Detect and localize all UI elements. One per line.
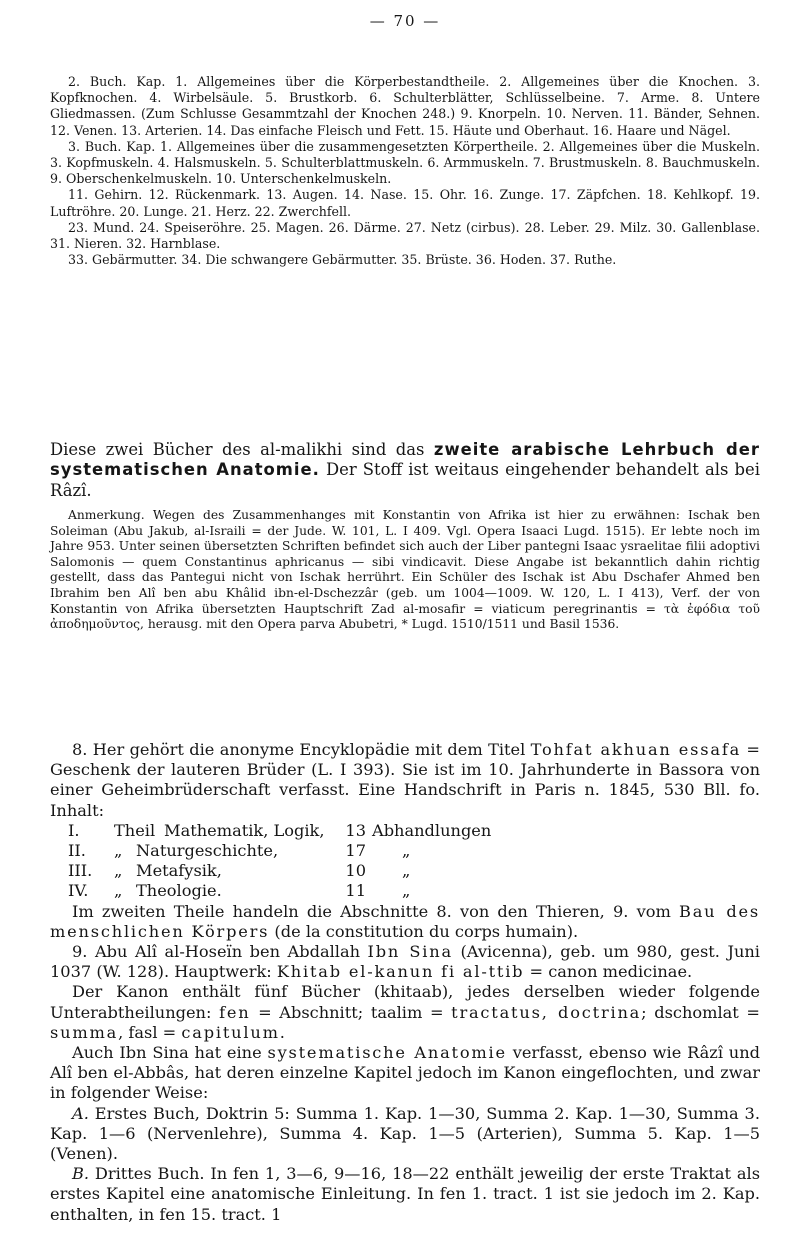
page-number: — 70 — [369, 12, 441, 30]
emphasis-spaced: systematische Anatomie [267, 1042, 507, 1062]
toc-subject: Theologie. [136, 881, 222, 901]
text-span: Auch Ibn Sina hat eine [72, 1042, 268, 1062]
text-span: 8. Her gehört die anonyme Encyklopädie mit dem Titel [72, 740, 531, 759]
toc-subject: Metafysik, [136, 861, 222, 881]
term-spaced: capitulum. [181, 1022, 287, 1042]
toc-part: „ [114, 881, 123, 901]
contents-table [68, 821, 760, 902]
text-span: = Abschnitt; taalim = [250, 1002, 452, 1022]
main-text [50, 740, 760, 1225]
paragraph-zweiten [50, 902, 760, 942]
text-span: verfasst, ebenso wie Râzî und Alî ben el-Abbâs, hat deren einzelne Kapitel jedoch im Kanon eingeflochten, und zwar in folgender Weise: [50, 1042, 761, 1103]
term-spaced: tractatus, doctrina [451, 1002, 642, 1022]
toc-part: „ [114, 841, 123, 860]
list-paragraph: 23. Mund. 24. Speiseröhre. 25. Magen. 26. Därme. 27. Netz (cirbus). 28. Leber. 29. Milz. 30. Gallenblase. 31. Nieren. 32. Harnblase. [50, 219, 760, 252]
paragraph-kanon [50, 982, 760, 1043]
list-paragraph: 11. Gehirn. 12. Rückenmark. 13. Augen. 14. Nase. 15. Ohr. 16. Zunge. 17. Zäpfchen. 18. Kehlkopf. 19. Luftröhre. 20. Lunge. 21. Herz. 22. Zwerchfell. [50, 187, 760, 219]
toc-num: III. [68, 861, 93, 881]
paragraph-auch [50, 1043, 760, 1104]
footnote-text: Anmerkung. Wegen des Zusammenhanges mit Konstantin von Afrika ist hier zu erwähnen: Ischak ben Soleiman (Abu Jakub, al-Israili = der Jude. W. 101, L. I 409. Vgl. Opera Isaaci Lugd. 1515). Er lebte noch im Jahre 953. Unter seinen übersetzten Schriften befindet sich auch der Liber pantegni Isaac ysraelitae filii adoptivi Salomonis — quem Constantinus aphricanus — sibi vindicavit. Diese Angabe ist bekanntlich dahin richtig gestellt, dass das Pantegui nicht von Ischak herrührt. Ein Schüler des Ischak ist Abu Dschafer Ahmed ben Ibrahim ben Alî ben abu Khâlid ibn-el-Dschezzâr (geb. um 1004—1009. W. 120, L. I 413), Verf. der von Konstantin von Afrika übersetzten Hauptschrift Zad al-mosafir = viaticum peregrinantis = τὰ ἐφόδια τοῦ ἀποδημοῦντος, herausg. mit den Opera parva Abubetri, * Lugd. 1510/1511 und Basil 1536. [50, 508, 760, 632]
toc-subject: Naturgeschichte, [136, 841, 279, 860]
toc-row [68, 841, 760, 861]
emphasis-spaced: Bau des menschlichen Körpers [50, 901, 760, 941]
summary-emphasis: zweite arabische Lehrbuch der systematischen Anatomie. [50, 440, 760, 480]
toc-subject: Mathematik, Logik, [164, 820, 325, 840]
text-span: Der Kanon enthält fünf Bücher (khitaab), jedes derselben wieder folgende Unterabtheilungen: [50, 982, 760, 1022]
toc-part: „ [114, 861, 123, 881]
toc-num: IV. [68, 881, 89, 901]
paragraph-a [50, 1104, 760, 1165]
text-span: (de la constitution du corps humain). [269, 921, 579, 941]
toc-num: I. [68, 820, 80, 840]
chapter-list [50, 74, 760, 268]
item-label: A. [72, 1103, 89, 1123]
text-span: 9. Abu Alî al-Hoseïn ben Abdallah [72, 941, 368, 961]
list-paragraph: 3. Buch. Kap. 1. Allgemeines über die zusammengesetzten Körpertheile. 2. Allgemeines über die Muskeln. 3. Kopfmuskeln. 4. Halsmuskeln. 5. Schulterblattmuskeln. 6. Armmuskeln. 7. Brustmuskeln. 8. Bauchmuskeln. 9. Oberschenkelmuskeln. 10. Unterschenkelmuskeln. [50, 138, 760, 187]
toc-count: 10 [345, 861, 366, 881]
toc-count: 17 [345, 841, 366, 860]
paragraph-9 [50, 942, 760, 982]
toc-num: II. [68, 841, 86, 860]
item-label: B. [72, 1164, 90, 1184]
list-paragraph: 2. Buch. Kap. 1. Allgemeines über die Körperbestandtheile. 2. Allgemeines über die Knochen. 3. Kopfknochen. 4. Wirbelsäule. 5. Brustkorb. 6. Schulterblätter, Schlüsselbeine. 7. Arme. 8. Untere Gliedmassen. (Zum Schlusse Gesammtzahl der Knochen 248.) 9. Knorpeln. 10. Nerven. 11. Bänder, Sehnen. 12. Venen. 13. Arterien. 14. Das einfache Fleisch und Fett. 15. Häute und Oberhaut. 16. Haare und Nägel. [50, 74, 760, 138]
toc-unit: Abhandlungen [372, 820, 492, 840]
toc-unit: „ [402, 841, 411, 860]
paragraph-b [50, 1164, 760, 1225]
list-paragraph: 33. Gebärmutter. 34. Die schwangere Gebärmutter. 35. Brüste. 36. Hoden. 37. Ruthe. [68, 252, 617, 268]
toc-unit: „ [402, 861, 411, 881]
footnote [50, 508, 760, 633]
term-spaced: summa [50, 1022, 119, 1042]
text-span: (Avicenna), geb. um 980, gest. Juni 1037 (W. 128). Hauptwerk: [50, 941, 760, 982]
name-spaced: Ibn Sina [367, 941, 453, 961]
text-span: ; dschomlat = [641, 1002, 760, 1022]
toc-count: 13 [345, 820, 366, 840]
text-span: Im zweiten Theile handeln die Abschnitte 8. von den Thieren, 9. vom [72, 901, 679, 921]
paragraph-8 [50, 740, 760, 821]
summary-text: Diese zwei Bücher des al-malikhi sind das [50, 440, 434, 459]
toc-part: Theil [114, 820, 156, 840]
toc-row [68, 861, 760, 881]
toc-row [68, 821, 760, 841]
summary-text-rest: Der Stoff ist weitaus eingehender behandelt als bei Râzî. [50, 460, 760, 500]
summary-paragraph [50, 440, 760, 501]
title-spaced: Tohfat akhuan essafa [530, 740, 742, 759]
work-title-spaced: Khitab el-kanun fi al-ttib [276, 962, 525, 982]
toc-unit: „ [402, 881, 411, 901]
term-spaced: fen [219, 1002, 251, 1022]
text-span: , fasl = [118, 1022, 182, 1042]
toc-row [68, 881, 760, 901]
text-span: = Geschenk der lauteren Brüder (L. I 393). Sie ist im 10. Jahrhunderte in Bassora von einer Geheimbrüderschaft verfasst. Eine Handschrift in Paris n. 1845, 530 Bll. fo. Inhalt: [50, 740, 760, 820]
text-span: = canon medicinae. [524, 962, 693, 982]
text-span: Erstes Buch, Doktrin 5: Summa 1. Kap. 1—30, Summa 2. Kap. 1—30, Summa 3. Kap. 1—6 (Nervenlehre), Summa 4. Kap. 1—5 (Arterien), Summa 5. Kap. 1—5 (Venen). [50, 1103, 760, 1163]
text-span: Drittes Buch. In fen 1, 3—6, 9—16, 18—22 enthält jeweilig der erste Traktat als erstes Kapitel eine anatomische Einleitung. In fen 1. tract. 1 ist sie jedoch im 2. Kap. enthalten, in fen 15. tract. 1 [50, 1164, 760, 1224]
toc-count: 11 [345, 881, 366, 901]
